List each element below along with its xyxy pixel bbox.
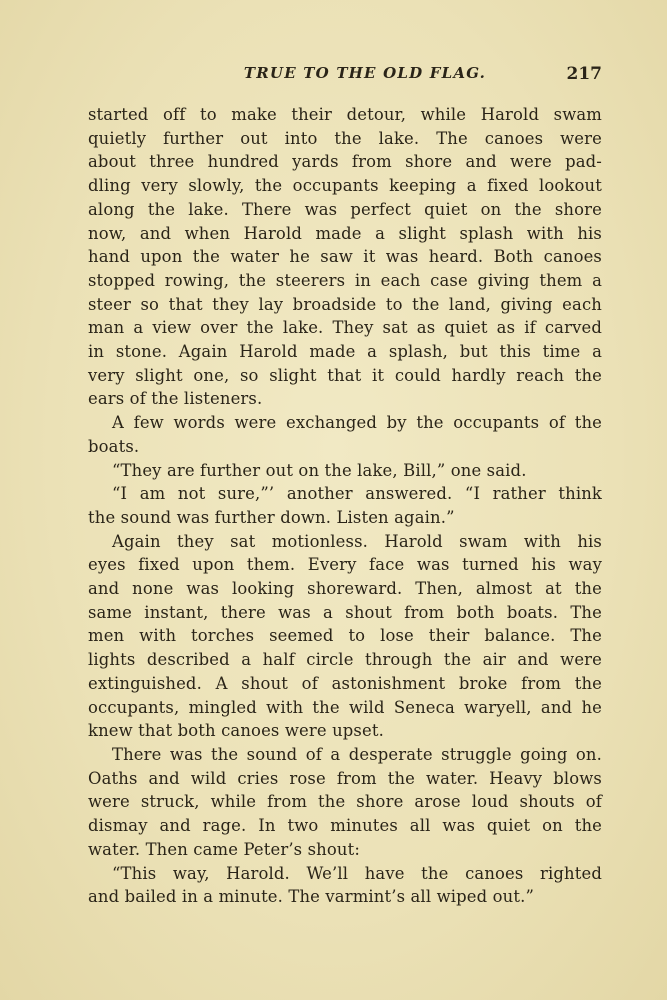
- text-line: started off to make their detour, while Harold swam: [88, 105, 602, 124]
- page-header: [88, 64, 602, 88]
- text-line: There was the sound of a desperate struggle going on.: [112, 744, 602, 764]
- text-line: and none was looking shoreward. Then, almost at the: [88, 579, 602, 599]
- paragraph: [88, 411, 602, 458]
- text-line: steer so that they lay broadside to the land, giving each: [88, 294, 602, 314]
- text-line: Oaths and wild cries rose from the water. Heavy blows: [88, 768, 602, 788]
- paragraph: [88, 743, 602, 862]
- text-line: eyes fixed upon them. Every face was turned his way: [88, 555, 602, 575]
- paragraph: [88, 530, 602, 743]
- running-head: TRUE TO THE OLD FLAG.: [243, 64, 487, 82]
- text-line: men with torches seemed to lose their balance. The: [88, 626, 602, 646]
- text-line: stopped rowing, the steerers in each case giving them a: [88, 270, 602, 290]
- text-line: same instant, there was a shout from both boats. The: [88, 602, 602, 622]
- text-line: very slight one, so slight that it could hardly reach the: [88, 365, 602, 385]
- text-line: dling very slowly, the occupants keeping a fixed lookout: [88, 176, 602, 196]
- text-line: A few words were exchanged by the occupants of the: [112, 413, 602, 433]
- text-line: “They are further out on the lake, Bill,” one said.: [112, 460, 527, 480]
- paragraph: [88, 103, 602, 411]
- text-line: and bailed in a minute. The varmint’s all wiped out.”: [88, 887, 534, 907]
- text-line: boats.: [88, 436, 140, 456]
- text-line: were struck, while from the shore arose loud shouts of: [88, 792, 602, 812]
- text-line: about three hundred yards from shore and were pad-: [88, 152, 602, 172]
- text-line: along the lake. There was perfect quiet on the shore: [88, 199, 602, 219]
- paragraph: [88, 459, 602, 483]
- text-line: ears of the listeners.: [88, 389, 263, 409]
- text-line: in stone. Again Harold made a splash, but this time a: [88, 342, 602, 362]
- text-line: knew that both canoes were upset.: [88, 721, 384, 741]
- text-line: now, and when Harold made a slight splash with his: [88, 223, 602, 243]
- text-line: lights described a half circle through the air and were: [88, 650, 602, 670]
- text-line: man a view over the lake. They sat as quiet as if carved: [88, 318, 602, 338]
- text-line: “I am not sure,”’ another answered. “I rather think: [112, 484, 602, 504]
- page-number: 217: [566, 64, 602, 84]
- body-text: [88, 103, 602, 909]
- text-line: dismay and rage. In two minutes all was quiet on the: [88, 816, 602, 836]
- text-line: Again they sat motionless. Harold swam with his: [112, 531, 602, 551]
- paragraph: [88, 862, 602, 909]
- text-line: hand upon the water he saw it was heard. Both canoes: [88, 247, 602, 267]
- text-line: occupants, mingled with the wild Seneca waryell, and he: [88, 697, 602, 717]
- text-line: the sound was further down. Listen again.”: [88, 507, 455, 527]
- text-line: extinguished. A shout of astonishment broke from the: [88, 673, 602, 693]
- paragraph: [88, 482, 602, 529]
- text-line: “This way, Harold. We’ll have the canoes righted: [112, 863, 602, 883]
- text-line: water. Then came Peter’s shout:: [88, 839, 360, 859]
- text-line: quietly further out into the lake. The canoes were: [88, 128, 602, 148]
